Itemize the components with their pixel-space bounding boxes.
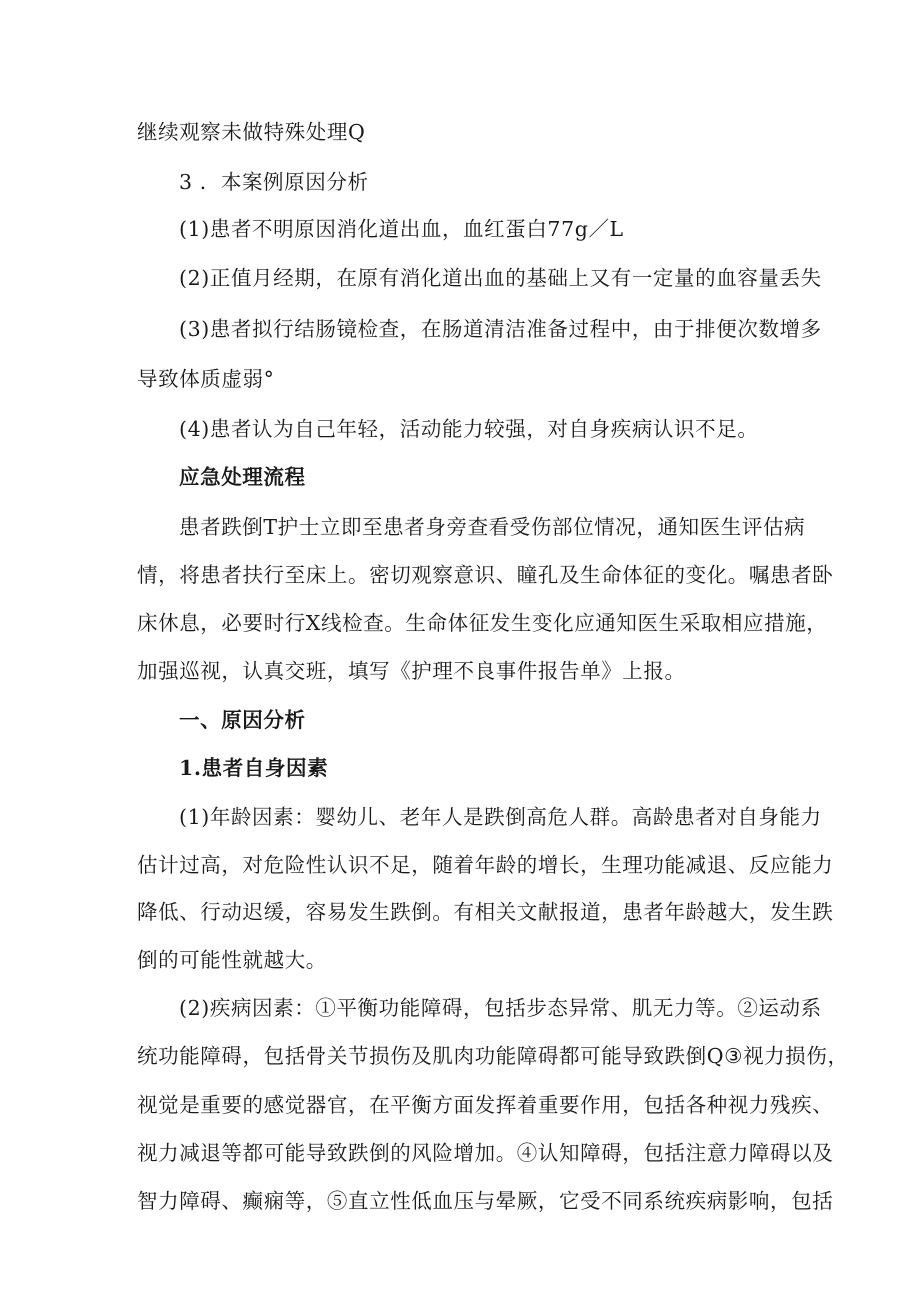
section-heading: 3 ．本案例原因分析 <box>179 170 369 194</box>
text-line: (2)疾病因素：①平衡功能障碍，包括步态异常、肌无力等。②运动系 <box>179 996 822 1020</box>
text-line: 导致体质虚弱° <box>137 367 275 391</box>
text-line: 降低、行动迟缓，容易发生跌倒。有相关文献报道，患者年龄越大，发生跌 <box>137 900 834 924</box>
text-line: (4)患者认为自己年轻，活动能力较强，对自身疾病认识不足。 <box>179 417 759 441</box>
text-line: 视觉是重要的感觉器官，在平衡方面发挥着重要作用，包括各种视力残疾、 <box>137 1093 834 1117</box>
text-line: 估计过高，对危险性认识不足，随着年龄的增长，生理功能减退、反应能力 <box>137 853 834 877</box>
text-line: 床休息，必要时行X线检查。生命体征发生变化应通知医生采取相应措施， <box>137 611 828 635</box>
text-line: (2)正值月经期，在原有消化道出血的基础上又有一定量的血容量丢失 <box>179 266 822 290</box>
text-line: 继续观察未做特殊处理Q <box>137 120 366 144</box>
section-heading: 一、原因分析 <box>179 708 306 732</box>
text-line: 统功能障碍，包括骨关节损伤及肌肉功能障碍都可能导致跌倒Q③视力损伤， <box>137 1044 849 1068</box>
section-heading: 应急处理流程 <box>179 465 306 489</box>
text-line: 视力减退等都可能导致跌倒的风险增加。④认知障碍，包括注意力障碍以及 <box>137 1141 834 1165</box>
text-line: 加强巡视，认真交班，填写《护理不良事件报告单》上报。 <box>137 659 686 683</box>
text-line: (1)患者不明原因消化道出血，血红蛋白77g／L <box>179 217 624 241</box>
text-line: (1)年龄因素：婴幼儿、老年人是跌倒高危人群。高龄患者对自身能力 <box>179 805 822 829</box>
section-heading: 1.患者自身因素 <box>179 756 329 780</box>
text-line: 倒的可能性就越大。 <box>137 948 327 972</box>
text-line: 智力障碍、癫痫等，⑤直立性低血压与晕厥，它受不同系统疾病影响，包括 <box>137 1189 834 1213</box>
text-line: 情，将患者扶行至床上。密切观察意识、瞳孔及生命体征的变化。嘱患者卧 <box>137 563 834 587</box>
text-line: (3)患者拟行结肠镜检查，在肠道清洁准备过程中，由于排便次数增多 <box>179 317 822 341</box>
text-line: 患者跌倒T护士立即至患者身旁查看受伤部位情况，通知医生评估病 <box>179 515 806 539</box>
